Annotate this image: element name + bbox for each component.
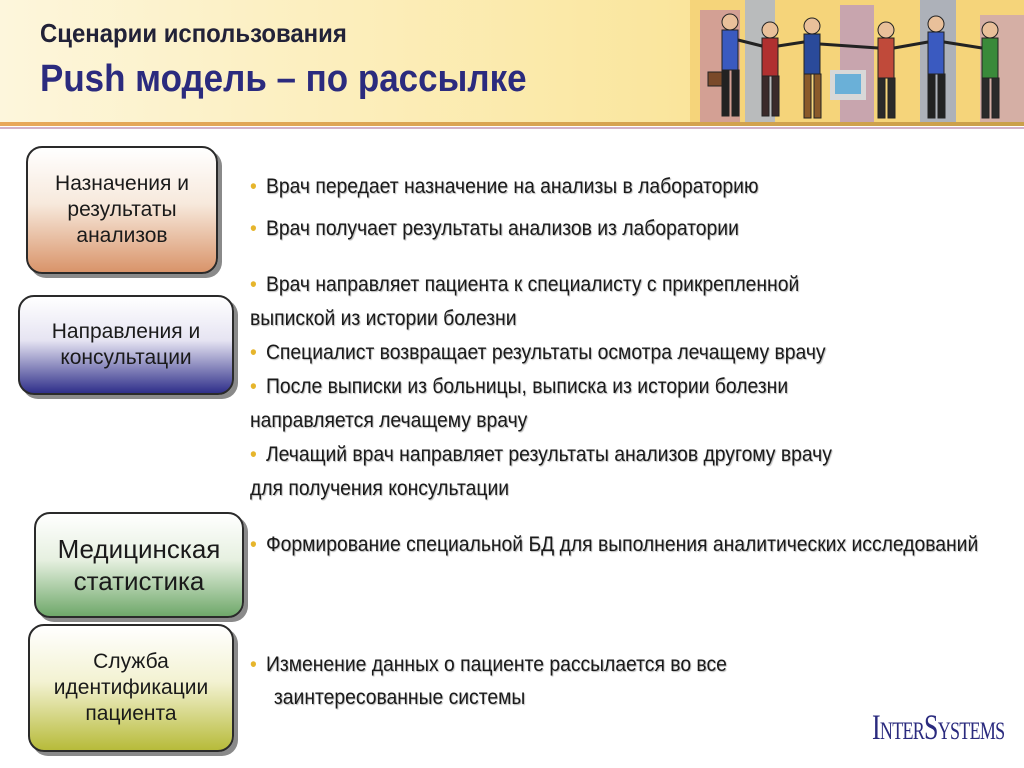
bullet-item bbox=[250, 370, 788, 403]
category-box-patient-id-service bbox=[28, 624, 234, 752]
bullet-continuation: направляется лечащему врачу bbox=[250, 409, 528, 432]
bullet-text: После выписки из больницы, выписка из истории болезни bbox=[265, 375, 789, 398]
bullet-text: Специалист возвращает результаты осмотра лечащему врачу bbox=[265, 341, 826, 364]
bullet-icon: • bbox=[250, 375, 257, 398]
bullet-text: Врач направляет пациента к специалисту с прикрепленной bbox=[265, 273, 800, 296]
bullet-text: Лечащий врач направляет результаты анализов другому врачу bbox=[265, 443, 832, 466]
intersystems-logo: InterSystems bbox=[872, 707, 1005, 747]
bullet-icon: • bbox=[250, 217, 257, 240]
bullet-item bbox=[250, 170, 758, 203]
slide-title: Push модель – по рассылке bbox=[40, 58, 527, 100]
category-label: Направления и консультации bbox=[51, 319, 201, 369]
bullet-item bbox=[250, 438, 832, 471]
bullet-icon: • bbox=[250, 273, 257, 296]
bullet-item bbox=[250, 648, 863, 714]
bullet-text: Врач передает назначение на анализы в лабораторию bbox=[265, 175, 759, 198]
category-box-orders-results bbox=[26, 146, 218, 274]
bullet-text: Врач получает результаты анализов из лаборатории bbox=[265, 217, 739, 240]
slide-subtitle: Сценарии использования bbox=[40, 18, 347, 48]
category-box-medical-statistics bbox=[34, 512, 244, 618]
bullet-continuation: выпиской из истории болезни bbox=[250, 307, 517, 330]
header-divider bbox=[0, 122, 1024, 126]
category-box-referrals bbox=[18, 295, 234, 395]
people-chain-illustration bbox=[690, 0, 1024, 124]
bullet-item bbox=[250, 528, 1001, 561]
category-label: Служба идентификации пациента bbox=[53, 649, 209, 726]
bullet-icon: • bbox=[250, 653, 257, 676]
bullet-icon: • bbox=[250, 341, 257, 364]
category-label: Медицинская статистика bbox=[57, 533, 221, 596]
category-label: Назначения и результаты анализов bbox=[55, 171, 189, 248]
bullet-icon: • bbox=[250, 175, 257, 198]
bullet-item bbox=[250, 336, 826, 369]
slide-header bbox=[0, 0, 1024, 124]
bullet-continuation: для получения консультации bbox=[250, 477, 510, 500]
header-divider-thin bbox=[0, 127, 1024, 129]
bullet-icon: • bbox=[250, 533, 257, 556]
bullet-item bbox=[250, 212, 739, 245]
bullet-text: Изменение данных о пациенте рассылается во все заинтересованные системы bbox=[265, 653, 727, 709]
bullet-text: Формирование специальной БД для выполнения аналитических исследований bbox=[265, 533, 979, 556]
bullet-item bbox=[250, 268, 799, 301]
bullet-icon: • bbox=[250, 443, 257, 466]
